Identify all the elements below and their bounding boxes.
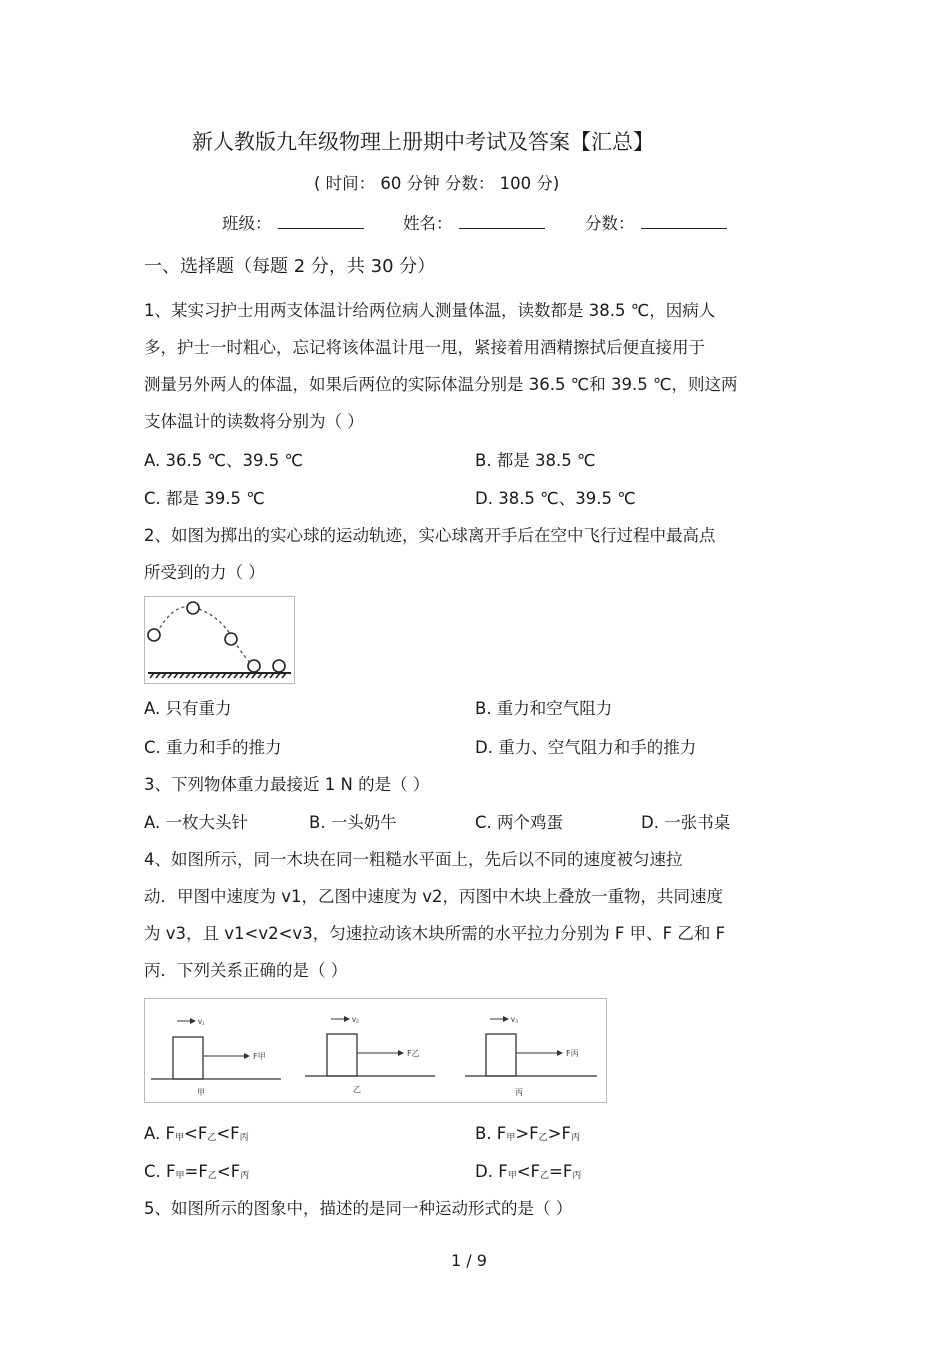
score-field [585, 212, 727, 235]
q3-option-b: B. 一头奶牛 [309, 813, 397, 832]
ball [248, 660, 260, 672]
q4-option-d: D. F甲<F乙=F丙 [475, 1162, 582, 1181]
q3-option-a: A. 一枚大头针 [144, 813, 248, 832]
panel-caption: 丙 [515, 1088, 523, 1097]
time-info: ( 时间： 60 分钟 分数： 100 分) [314, 174, 560, 193]
page-number: 1 / 9 [451, 1251, 487, 1270]
block-pull-diagram [145, 999, 606, 1102]
name-blank [459, 212, 545, 229]
force-label: F乙 [407, 1049, 420, 1058]
q1-line: 测量另外两人的体温，如果后两位的实际体温分别是 36.5 ℃和 39.5 ℃，则这两 [144, 375, 738, 394]
section-heading: 一、选择题（每题 2 分，共 30 分） [144, 256, 436, 277]
panel-yi [305, 1015, 435, 1094]
q4-line: 动．甲图中速度为 v1，乙图中速度为 v2，丙图中木块上叠放一重物，共同速度 [144, 887, 724, 906]
q4-option-b: B. F甲>F乙>F丙 [475, 1124, 581, 1143]
force-label: F甲 [253, 1052, 266, 1061]
panel-bing [465, 1015, 597, 1097]
q5-line: 5、如图所示的图象中，描述的是同一种运动形式的是（ ） [144, 1199, 573, 1218]
page-title: 新人教版九年级物理上册期中考试及答案【汇总】 [192, 130, 654, 154]
q2-option-a: A. 只有重力 [144, 699, 232, 718]
trajectory-path [157, 607, 255, 667]
panel-caption: 甲 [197, 1088, 205, 1097]
q4-line: 为 v3，且 v1<v2<v3，匀速拉动该木块所需的水平拉力分别为 F 甲、F 乙和 F [144, 924, 726, 943]
wood-block [486, 1034, 516, 1076]
q1-option-c: C. 都是 39.5 ℃ [144, 489, 265, 508]
force-label: F丙 [566, 1049, 579, 1058]
q1-line: 支体温计的读数将分别为（ ） [144, 412, 364, 431]
panel-jia [151, 1017, 281, 1097]
class-label: 班级： [222, 214, 272, 233]
q2-figure [144, 596, 295, 684]
q2-option-c: C. 重力和手的推力 [144, 738, 282, 757]
velocity-label: v₂ [352, 1015, 360, 1024]
ball [273, 660, 285, 672]
q4-option-a: A. F甲<F乙<F丙 [144, 1124, 249, 1143]
velocity-label: v₃ [511, 1015, 519, 1024]
ball-trajectory-diagram [145, 597, 294, 683]
q2-line: 所受到的力（ ） [144, 563, 265, 582]
class-blank [278, 212, 364, 229]
q4-figure [144, 998, 607, 1103]
q3-line: 3、下列物体重力最接近 1 N 的是（ ） [144, 775, 430, 794]
score-blank [641, 212, 727, 229]
q1-option-d: D. 38.5 ℃、39.5 ℃ [475, 489, 636, 508]
class-field [222, 212, 364, 235]
q1-option-a: A. 36.5 ℃、39.5 ℃ [144, 451, 304, 470]
q1-option-b: B. 都是 38.5 ℃ [475, 451, 596, 470]
q1-line: 多，护士一时粗心，忘记将该体温计甩一甩，紧接着用酒精擦拭后便直接用于 [144, 338, 705, 357]
q1-line: 1、某实习护士用两支体温计给两位病人测量体温，读数都是 38.5 ℃，因病人 [144, 301, 716, 320]
q2-option-d: D. 重力、空气阻力和手的推力 [475, 738, 697, 757]
name-label: 姓名： [403, 214, 453, 233]
q4-line: 4、如图所示，同一木块在同一粗糙水平面上，先后以不同的速度被匀速拉 [144, 850, 683, 869]
velocity-label: v₁ [198, 1017, 205, 1026]
q4-option-c: C. F甲=F乙<F丙 [144, 1162, 250, 1181]
score-label: 分数： [585, 214, 635, 233]
name-field [403, 212, 545, 235]
q4-line: 丙．下列关系正确的是（ ） [144, 961, 348, 980]
q3-option-d: D. 一张书桌 [641, 813, 731, 832]
ball [148, 629, 160, 641]
panel-caption: 乙 [353, 1085, 361, 1094]
wood-block [173, 1037, 203, 1079]
ball [187, 602, 199, 614]
ball [225, 633, 237, 645]
q2-option-b: B. 重力和空气阻力 [475, 699, 613, 718]
q3-option-c: C. 两个鸡蛋 [475, 813, 564, 832]
wood-block [327, 1034, 357, 1076]
q2-line: 2、如图为掷出的实心球的运动轨迹，实心球离开手后在空中飞行过程中最高点 [144, 526, 716, 545]
